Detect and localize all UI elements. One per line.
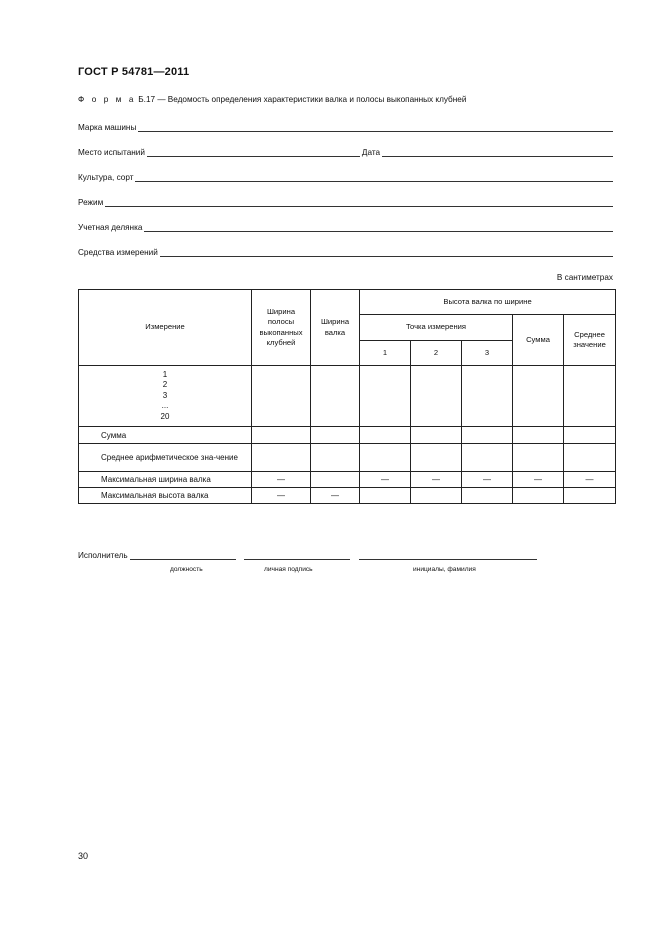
header-windrow-width: Ширина валка [311, 290, 360, 366]
document-code: ГОСТ Р 54781—2011 [78, 66, 190, 78]
page-number: 30 [78, 851, 89, 861]
measurement-3: 3 [162, 390, 168, 400]
table-row-sum [79, 427, 616, 444]
form-label: Ф о р м а [78, 95, 137, 104]
header-point-1: 1 [360, 341, 411, 366]
table-row-max-width [79, 472, 616, 488]
header-measure-point: Точка измерения [360, 315, 513, 341]
field-machine-line[interactable] [138, 122, 613, 132]
table-cell[interactable] [360, 427, 411, 444]
field-date-line[interactable] [382, 147, 613, 157]
field-instruments [78, 245, 613, 257]
dash-cell: — [252, 472, 311, 488]
row-label-arith-mean: Среднее арифметическое зна-чение [79, 444, 252, 472]
table-cell[interactable] [311, 366, 360, 427]
field-plot [78, 220, 613, 232]
field-crop-line[interactable] [135, 172, 613, 182]
row-label-max-width: Максимальная ширина валка [79, 472, 252, 488]
measurement-20: 20 [160, 411, 170, 421]
header-strip-width: Ширина полосы выкопанных клубней [252, 290, 311, 366]
field-instruments-label: Средства измерений [78, 248, 158, 257]
form-number: Б.17 [138, 95, 156, 104]
signature-line[interactable] [244, 550, 350, 560]
row-label-max-height: Максимальная высота валка [79, 488, 252, 504]
initials-name-caption: инициалы, фамилия [413, 566, 476, 573]
table-cell[interactable] [360, 366, 411, 427]
field-crop-label: Культура, сорт [78, 173, 134, 182]
header-point-3: 3 [462, 341, 513, 366]
field-instruments-line[interactable] [160, 247, 613, 257]
table-cell[interactable] [360, 488, 411, 504]
table-cell[interactable] [311, 427, 360, 444]
table-cell[interactable] [513, 366, 564, 427]
personal-signature-caption: личная подпись [264, 566, 313, 573]
unit-note: В сантиметрах [556, 273, 613, 282]
table-cell[interactable] [311, 444, 360, 472]
position-line[interactable] [130, 550, 236, 560]
dash-cell: — [252, 488, 311, 504]
table-cell[interactable] [513, 427, 564, 444]
field-plot-line[interactable] [144, 222, 613, 232]
field-machine-label: Марка машины [78, 123, 137, 132]
header-measurement: Измерение [79, 290, 252, 366]
table-cell[interactable] [411, 427, 462, 444]
table-cell[interactable] [564, 427, 616, 444]
measurement-table [78, 289, 616, 504]
table-row-measurements [79, 366, 616, 427]
dash-cell: — [513, 472, 564, 488]
field-crop [78, 170, 613, 182]
position-caption: должность [170, 566, 203, 573]
table-cell[interactable] [411, 366, 462, 427]
dash-cell: — [311, 488, 360, 504]
initials-name-line[interactable] [359, 550, 537, 560]
measurement-1: 1 [162, 370, 168, 380]
table-cell[interactable] [513, 488, 564, 504]
table-cell[interactable] [252, 444, 311, 472]
dash-cell: — [360, 472, 411, 488]
table-cell[interactable] [411, 488, 462, 504]
header-sum: Сумма [513, 315, 564, 366]
dash-cell: — [462, 472, 513, 488]
measurement-ellipsis: ... [161, 401, 169, 411]
table-cell[interactable] [411, 444, 462, 472]
field-test-place [78, 145, 613, 157]
field-date-label: Дата [361, 148, 381, 157]
executor-label: Исполнитель [78, 551, 128, 560]
table-cell[interactable] [513, 444, 564, 472]
header-windrow-height: Высота валка по ширине [360, 290, 616, 315]
header-point-2: 2 [411, 341, 462, 366]
table-cell[interactable] [252, 427, 311, 444]
measurement-2: 2 [162, 380, 168, 390]
form-title-text: — Ведомость определения характеристики валка и полосы выкопанных клубней [157, 95, 467, 104]
field-mode-label: Режим [78, 198, 104, 207]
header-mean: Среднее значение [564, 315, 616, 366]
table-cell[interactable] [462, 488, 513, 504]
row-label-sum: Сумма [79, 427, 252, 444]
table-cell[interactable] [360, 444, 411, 472]
table-cell[interactable] [462, 444, 513, 472]
field-machine [78, 120, 613, 132]
dash-cell: — [411, 472, 462, 488]
table-cell[interactable] [462, 366, 513, 427]
table-row-mean [79, 444, 616, 472]
table-cell[interactable] [252, 366, 311, 427]
table-cell[interactable] [311, 472, 360, 488]
signature-block [78, 550, 537, 560]
table-cell[interactable] [564, 488, 616, 504]
table-cell[interactable] [564, 444, 616, 472]
form-title [78, 95, 466, 104]
table-row-max-height [79, 488, 616, 504]
dash-cell: — [564, 472, 616, 488]
field-test-place-line[interactable] [147, 147, 360, 157]
field-mode [78, 195, 613, 207]
field-plot-label: Учетная делянка [78, 223, 143, 232]
table-cell[interactable] [564, 366, 616, 427]
measurement-numbers [79, 366, 252, 427]
field-mode-line[interactable] [105, 197, 613, 207]
table-cell[interactable] [462, 427, 513, 444]
field-test-place-label: Место испытаний [78, 148, 145, 157]
